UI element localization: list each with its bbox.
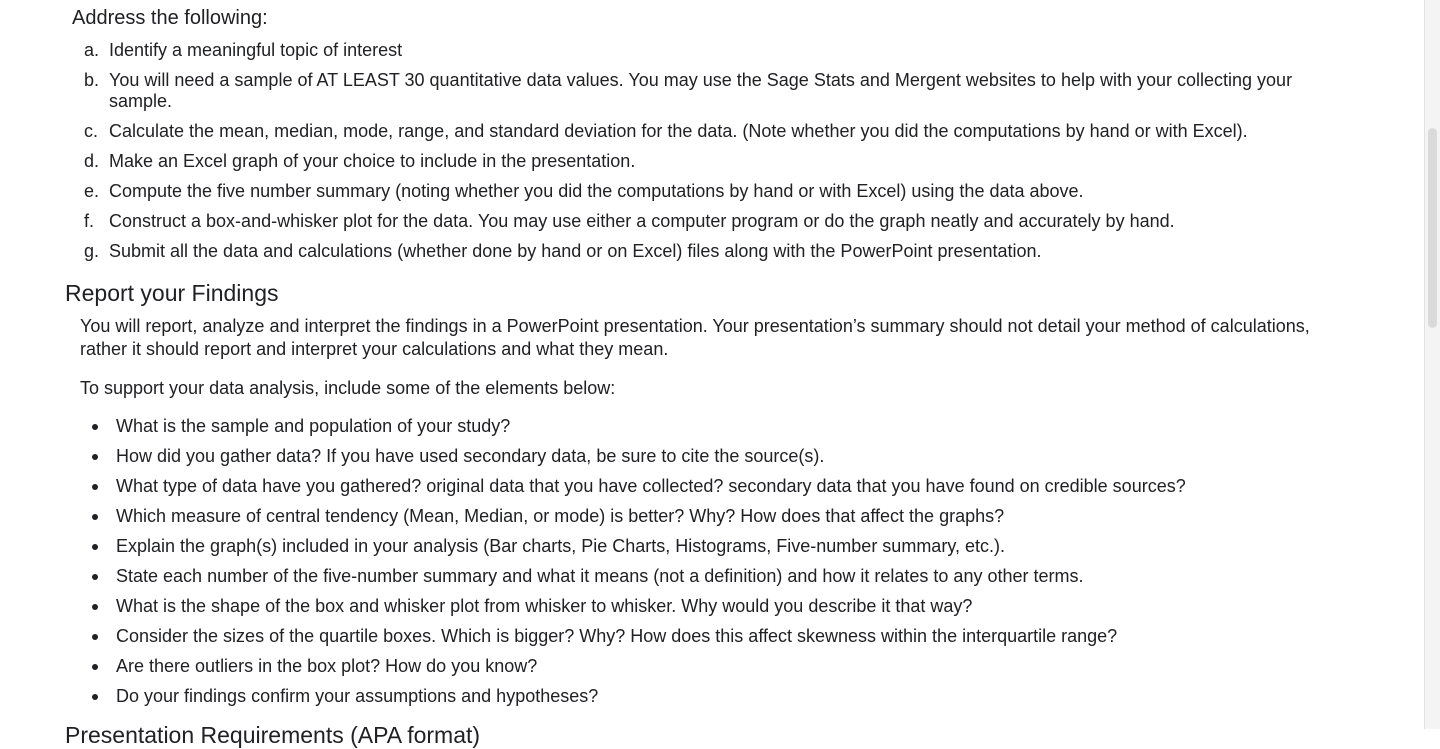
list-marker: f. [84, 211, 95, 231]
list-item [0, 445, 1186, 467]
task-item [0, 241, 1300, 262]
bullet-icon [92, 694, 98, 700]
bullet-icon [92, 424, 98, 430]
intro-heading: Address the following: [72, 7, 268, 29]
task-text: Construct a box-and-whisker plot for the data. You may use either a computer program or do the graph neatly and accurately by hand. [109, 211, 1175, 231]
task-text: Identify a meaningful topic of interest [109, 40, 403, 60]
list-item [0, 595, 1186, 617]
list-item-text: What is the sample and population of your study? [116, 416, 511, 436]
list-item-text: Which measure of central tendency (Mean, Median, or mode) is better? Why? How does that affect the graphs? [116, 506, 1005, 526]
bullet-icon [92, 664, 98, 670]
list-item-text: What type of data have you gathered? original data that you have collected? secondary data that you have found on credible sources? [116, 476, 1186, 496]
task-text: Make an Excel graph of your choice to include in the presentation. [109, 151, 636, 171]
list-item-text: Explain the graph(s) included in your analysis (Bar charts, Pie Charts, Histograms, Five-number summary, etc.). [116, 536, 1005, 556]
task-list [0, 40, 1300, 271]
list-item [0, 565, 1186, 587]
list-item-text: Do your findings confirm your assumptions and hypotheses? [116, 686, 599, 706]
list-item [0, 685, 1186, 707]
task-text: Calculate the mean, median, mode, range, and standard deviation for the data. (Note whether you did the computations by hand or with Excel). [109, 121, 1248, 141]
list-item-text: What is the shape of the box and whisker plot from whisker to whisker. Why would you describe it that way? [116, 596, 973, 616]
bullet-icon [92, 634, 98, 640]
task-item [0, 121, 1300, 142]
task-item [0, 211, 1300, 232]
task-item [0, 70, 1300, 112]
section-heading-presentation: Presentation Requirements (APA format) [65, 722, 481, 748]
list-item [0, 415, 1186, 437]
section-heading-report: Report your Findings [65, 280, 279, 306]
list-item-text: Are there outliers in the box plot? How do you know? [116, 656, 538, 676]
bullet-icon [92, 544, 98, 550]
list-item [0, 505, 1186, 527]
bullet-icon [92, 574, 98, 580]
question-list [0, 415, 1186, 715]
task-text: Submit all the data and calculations (whether done by hand or on Excel) files along with the PowerPoint presentation. [109, 241, 1042, 261]
list-marker: g. [84, 241, 100, 261]
list-marker: a. [84, 40, 100, 60]
bullet-icon [92, 484, 98, 490]
support-intro: To support your data analysis, include some of the elements below: [80, 378, 616, 398]
list-item [0, 535, 1186, 557]
list-item [0, 655, 1186, 677]
bullet-icon [92, 604, 98, 610]
bullet-icon [92, 514, 98, 520]
list-item [0, 475, 1186, 497]
scrollbar-thumb[interactable] [1428, 128, 1437, 328]
bullet-icon [92, 454, 98, 460]
report-paragraph: You will report, analyze and interpret the findings in a PowerPoint presentation. Your presentation’s summary should not detail your method of calculations, rather it should report and interpret your calculations and what they mean. [80, 316, 1310, 359]
task-text: Compute the five number summary (noting whether you did the computations by hand or with Excel) using the data above. [109, 181, 1084, 201]
task-text: You will need a sample of AT LEAST 30 quantitative data values. You may use the Sage Stats and Mergent websites to help with your collecting your sample. [109, 70, 1293, 111]
list-marker: d. [84, 151, 100, 171]
list-marker: e. [84, 181, 100, 201]
task-item [0, 181, 1300, 202]
list-item-text: Consider the sizes of the quartile boxes. Which is bigger? Why? How does this affect skewness within the interquartile range? [116, 626, 1118, 646]
task-item [0, 151, 1300, 172]
list-marker: b. [84, 70, 100, 90]
task-item [0, 40, 1300, 61]
list-marker: c. [84, 121, 99, 141]
vertical-scrollbar[interactable] [1424, 0, 1440, 729]
list-item [0, 625, 1186, 647]
list-item-text: How did you gather data? If you have used secondary data, be sure to cite the source(s). [116, 446, 825, 466]
list-item-text: State each number of the five-number summary and what it means (not a definition) and how it relates to any other terms. [116, 566, 1084, 586]
